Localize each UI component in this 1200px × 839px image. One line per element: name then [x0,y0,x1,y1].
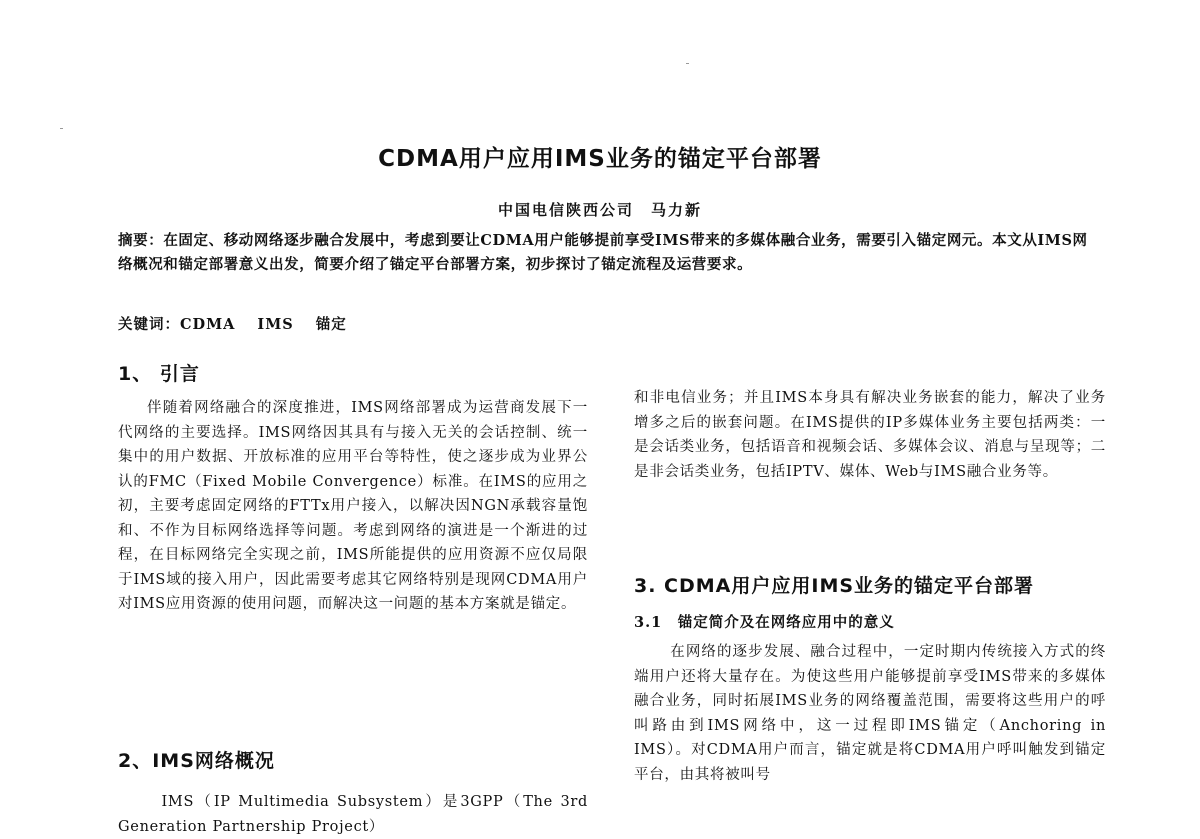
keywords [118,313,347,334]
right-column-continuation [634,386,1106,484]
section-2-body [118,790,588,839]
author-line: 中国电信陕西公司 马力新 [497,201,702,219]
section-2-continued-paragraph: 和非电信业务；并且IMS本身具有解决业务嵌套的能力，解决了业务增多之后的嵌套问题。在IMS提供的IP多媒体业务主要包括两类：一是会话类业务，包括语音和视频会话、多媒体会议、消息与呈现等；二是非会话类业务，包括IPTV、媒体、Web与IMS融合业务等。 [634,390,1106,480]
abstract-label: 摘要： [118,232,164,249]
keyword: IMS [257,316,294,333]
keyword: 锚定 [315,316,347,333]
subsection-3-1-heading: 3.1 锚定简介及在网络应用中的意义 [634,614,895,631]
abstract [118,229,1093,277]
keyword: CDMA [180,316,236,333]
section-1-paragraph: 伴随着网络融合的深度推进，IMS网络部署成为运营商发展下一代网络的主要选择。IMS网络因其具有与接入无关的会话控制、统一集中的用户数据、开放标准的应用平台等特性，使之逐步成为业界公认的FMC（Fixed Mobile Convergence）标准。在IMS的应用之初，主要考虑固定网络的FTTx用户接入，以解决因NGN承载容量饱和、不作为目标网络选择等问题。考虑到网络的演进是一个渐进的过程，在目标网络完全实现之前，IMS所能提供的应用资源不应仅局限于IMS域的接入用户，因此需要考虑其它网络特别是现网CDMA用户对IMS应用资源的使用问题，而解决这一问题的基本方案就是锚定。 [118,400,588,612]
section-3-body [634,640,1106,787]
section-1-body [118,396,588,617]
keywords-label: 关键词： [118,316,180,333]
section-3-heading: 3. CDMA用户应用IMS业务的锚定平台部署 [634,575,1035,597]
section-2-heading: 2、IMS网络概况 [118,750,275,772]
scan-speck [686,63,689,64]
abstract-text: 在固定、移动网络逐步融合发展中，考虑到要让CDMA用户能够提前享受IMS带来的多媒体融合业务，需要引入锚定网元。本文从IMS网络概况和锚定部署意义出发，简要介绍了锚定平台部署方案，初步探讨了锚定流程及运营要求。 [118,232,1088,273]
section-3-paragraph: 在网络的逐步发展、融合过程中，一定时期内传统接入方式的终端用户还将大量存在。为使这些用户能够提前享受IMS带来的多媒体融合业务，同时拓展IMS业务的网络覆盖范围，需要将这些用户的呼叫路由到IMS网络中，这一过程即IMS锚定（Anchoring in IMS）。对CDMA用户而言，锚定就是将CDMA用户呼叫触发到锚定平台，由其将被叫号 [634,644,1106,783]
section-2-paragraph: IMS（IP Multimedia Subsystem）是3GPP（The 3rd Generation Partnership Project） [118,794,588,835]
paper-title: CDMA用户应用IMS业务的锚定平台部署 [378,146,822,172]
scan-speck [60,128,63,129]
section-1-heading: 1、 引言 [118,363,200,385]
